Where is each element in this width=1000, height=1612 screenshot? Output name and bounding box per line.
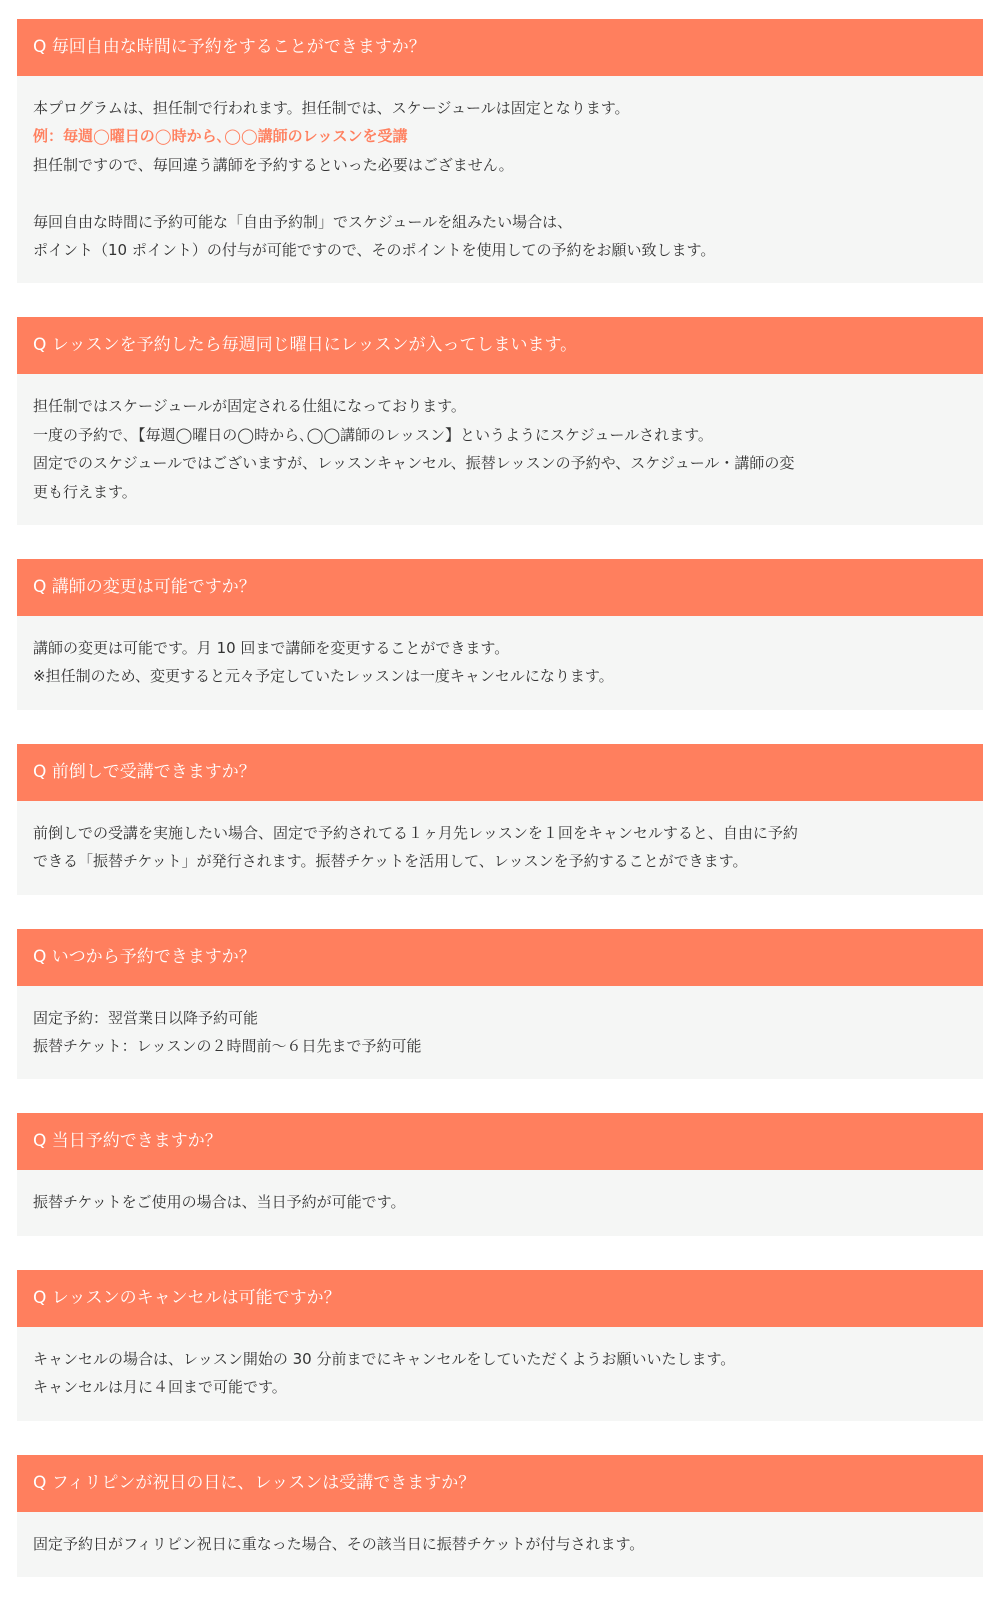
faq-answer-line: ポイント（10 ポイント）の付与が可能ですので、そのポイントを使用しての予約をお願い致します。 bbox=[33, 241, 716, 260]
faq-answer-line: できる「振替チケット」が発行されます。振替チケットを活用して、レッスンを予約することができます。 bbox=[33, 852, 748, 871]
faq-question[interactable]: Q 前倒しで受講できますか？ bbox=[17, 744, 983, 801]
faq-item bbox=[17, 929, 983, 1080]
faq-answer-line: 担任制ではスケージュールが固定される仕組になっております。 bbox=[33, 397, 466, 416]
faq-answer-line: キャンセルは月に４回まで可能です。 bbox=[33, 1378, 287, 1397]
faq-list bbox=[17, 19, 983, 1611]
faq-answer-line bbox=[33, 179, 967, 207]
faq-answer-line: 更も行えます。 bbox=[33, 482, 137, 501]
faq-question[interactable]: Q いつから予約できますか？ bbox=[17, 929, 983, 986]
faq-question[interactable]: Q フィリピンが祝日の日に、レッスンは受講できますか？ bbox=[17, 1455, 983, 1512]
faq-answer-line: 振替チケットをご使用の場合は、当日予約が可能です。 bbox=[33, 1193, 406, 1212]
faq-question[interactable]: Q 毎回自由な時間に予約をすることができますか？ bbox=[17, 19, 983, 76]
faq-item bbox=[17, 317, 983, 525]
faq-answer bbox=[17, 801, 983, 895]
faq-question[interactable]: Q レッスンのキャンセルは可能ですか？ bbox=[17, 1270, 983, 1327]
faq-item bbox=[17, 559, 983, 710]
faq-answer-line: 前倒しでの受講を実施したい場合、固定で予約されてる１ヶ月先レッスンを１回をキャンセルすると、自由に予約 bbox=[33, 823, 798, 842]
faq-question[interactable]: Q レッスンを予約したら毎週同じ曜日にレッスンが入ってしまいます。 bbox=[17, 317, 983, 374]
faq-question[interactable]: Q 当日予約できますか？ bbox=[17, 1113, 983, 1170]
faq-answer bbox=[17, 1170, 983, 1235]
faq-item bbox=[17, 744, 983, 895]
faq-item bbox=[17, 1113, 983, 1235]
faq-answer bbox=[17, 76, 983, 283]
faq-answer bbox=[17, 374, 983, 525]
faq-item bbox=[17, 1455, 983, 1577]
faq-answer-line: 毎回自由な時間に予約可能な「自由予約制」でスケジュールを組みたい場合は、 bbox=[33, 212, 573, 231]
faq-answer-line: 本プログラムは、担任制で行われます。担任制では、スケージュールは固定となります。 bbox=[33, 99, 630, 117]
faq-question[interactable]: Q 講師の変更は可能ですか？ bbox=[17, 559, 983, 616]
faq-answer-example: 例：毎週◯曜日の◯時から､◯◯講師のレッスンを受講 bbox=[33, 127, 408, 146]
faq-answer-line: 固定でのスケジュールではございますが、レッスンキャンセル、振替レッスンの予約や、スケジュール・講師の変 bbox=[33, 454, 795, 473]
faq-answer-line: ※担任制のため、変更すると元々予定していたレッスンは一度キャンセルになります。 bbox=[33, 667, 614, 686]
faq-answer-line: キャンセルの場合は、レッスン開始の 30 分前までにキャンセルをしていただくようお願いいたします。 bbox=[33, 1349, 736, 1368]
faq-answer-line: 講師の変更は可能です。月 10 回まで講師を変更することができます。 bbox=[33, 639, 510, 658]
faq-answer-line: 固定予約日がフィリピン祝日に重なった場合、その該当日に振替チケットが付与されます。 bbox=[33, 1534, 645, 1553]
faq-answer bbox=[17, 616, 983, 710]
faq-answer bbox=[17, 1327, 983, 1421]
faq-answer bbox=[17, 1512, 983, 1577]
faq-item bbox=[17, 19, 983, 283]
faq-answer-line: 一度の予約で､【毎週◯曜日の◯時から､◯◯講師のレッスン】というようにスケジュールされます。 bbox=[33, 425, 713, 444]
faq-item bbox=[17, 1270, 983, 1421]
faq-answer-line: 担任制ですので、毎回違う講師を予約するといった必要はござません。 bbox=[33, 155, 514, 174]
faq-answer-line: 固定予約：翌営業日以降予約可能 bbox=[33, 1008, 259, 1027]
faq-answer bbox=[17, 986, 983, 1080]
faq-answer-line: 振替チケット：レッスンの２時間前〜６日先まで予約可能 bbox=[33, 1037, 422, 1056]
